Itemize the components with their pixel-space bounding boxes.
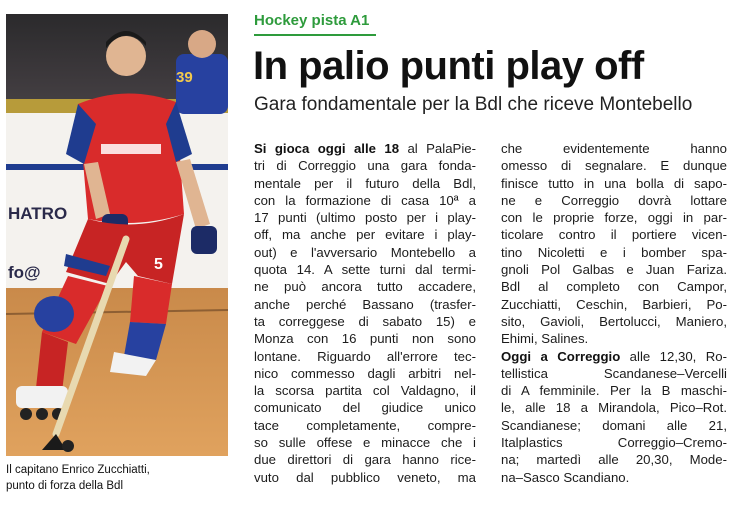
text-line: Monza con 16 punti non sono xyxy=(254,331,476,347)
text-line: due direttori di gara hanno rice- xyxy=(254,452,476,468)
article-column-1 xyxy=(254,140,476,486)
text-line: Si gioca oggi alle 18 al PalaPie- xyxy=(254,141,476,156)
text-line: Oggi a Correggio alle 12,30, Ro- xyxy=(501,348,727,364)
text-line: quota 14. A sette turni dal termi- xyxy=(254,262,476,278)
text-line: tellistica Scandanese–Vercelli xyxy=(501,365,727,381)
text-line: mentale per il futuro della Bdl, xyxy=(254,175,476,191)
text-line: tino Nicoletti e i bomber spa- xyxy=(501,244,727,260)
text-line: Zucchiatti, Ceschin, Barbieri, Po- xyxy=(501,296,727,312)
text-line: con le proprie forze, oggi in par- xyxy=(501,210,727,226)
text-line: finisce tutto in una bolla di sapo- xyxy=(501,175,727,191)
text-line: Italplastics Correggio–Cremo- xyxy=(501,435,727,451)
text-line: ne può ancora tutto accadere, xyxy=(254,279,476,295)
board-text-2: fo@ xyxy=(8,263,41,282)
board-text-1: HATRO xyxy=(8,204,68,223)
text-line: ne e Correggio dovrà lottare xyxy=(501,192,727,208)
text-line: omesso di segnalare. E dunque xyxy=(501,158,727,174)
player-photo xyxy=(6,14,228,456)
text-line: out) e l'avversario Montebello a xyxy=(254,244,476,260)
text-line: ta correggese di sabato 15) e xyxy=(254,313,476,329)
text-line: tace completamente, compre- xyxy=(254,417,476,433)
text-line: con la formazione di casa 10ª a xyxy=(254,192,476,208)
text-line: gnoli Pol Galbas e Juan Fariza. xyxy=(501,262,727,278)
section-label: Hockey pista A1 xyxy=(254,12,370,29)
text-line: le, alle 18 a Mirandola, Pico–Rot. xyxy=(501,400,727,416)
text-line: Scandianese; domani alle 21, xyxy=(501,417,727,433)
text-line: Bdl al completo con Campor, xyxy=(501,279,727,295)
section-underline xyxy=(254,34,376,36)
text-line: comunicato del giudice unico xyxy=(254,400,476,416)
caption-line: Il capitano Enrico Zucchiatti, xyxy=(6,464,150,476)
photo-caption xyxy=(6,462,236,494)
text-line: na; martedì alle 20,30, Mode- xyxy=(501,452,727,468)
hockey-player-image xyxy=(6,14,228,456)
article-column-2 xyxy=(501,140,727,486)
lead-in-2: Oggi a Correggio xyxy=(501,348,621,364)
text-line: 17 punti (ultimo posto per i play- xyxy=(254,210,476,226)
text-line: so sulle offese e minacce che i xyxy=(254,435,476,451)
text-line: anche perché Bassano (trasfer- xyxy=(254,296,476,312)
text-line: che evidentemente hanno xyxy=(501,141,727,156)
text-line: vuto dal pubblico veneto, ma xyxy=(254,469,476,485)
text-line: Ehimi, Salines. xyxy=(501,331,589,347)
subheadline: Gara fondamentale per la Bdl che riceve Montebello xyxy=(254,94,693,115)
text-line: na–Sasco Scandiano. xyxy=(501,469,630,485)
background-number: 39 xyxy=(176,69,193,86)
text-line: nico commesso dagli arbitri nel- xyxy=(254,365,476,381)
text-line: lontane. Riguardo all'errore tec- xyxy=(254,348,476,364)
text-line: di A femminile. Per la B maschi- xyxy=(501,383,727,399)
caption-line: punto di forza della Bdl xyxy=(6,480,123,492)
text-line: tri di Correggio una gara fonda- xyxy=(254,158,476,174)
lead-in: Si gioca oggi alle 18 xyxy=(254,141,400,156)
text-line: sito, Gavioli, Bertolucci, Maniero, xyxy=(501,313,727,329)
jersey-number: 5 xyxy=(154,256,163,273)
text-line: off, ma anche per evitare i play- xyxy=(254,227,476,243)
text-line: ticolare contro il portiere vicen- xyxy=(501,227,727,243)
headline: In palio punti play off xyxy=(253,44,644,88)
text-line: la scorsa partita col Valdagno, il xyxy=(254,383,476,399)
